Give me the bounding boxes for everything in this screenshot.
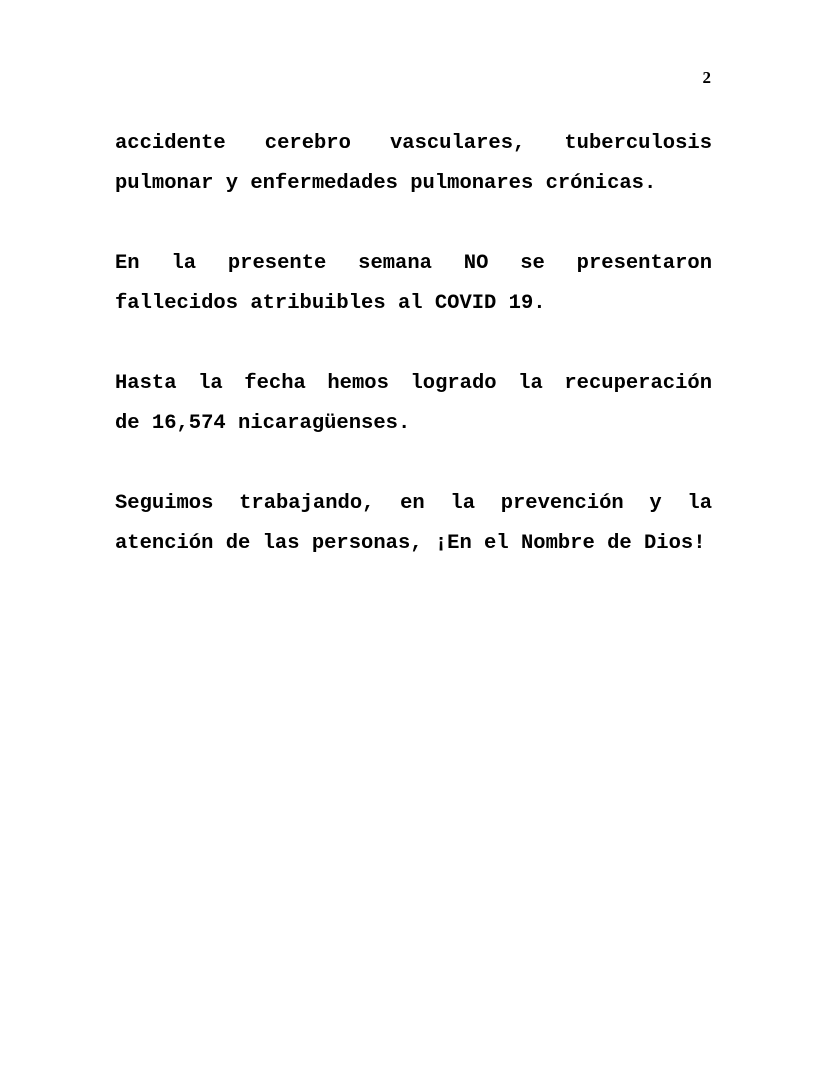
paragraph-line: En la presente semana NO se presentaron — [115, 252, 712, 275]
document-body — [115, 124, 712, 604]
page-number: 2 — [702, 68, 711, 87]
paragraph-causes — [115, 124, 712, 204]
paragraph-line: atención de las personas, ¡En el Nombre de Dios! — [115, 532, 706, 555]
paragraph-line: de 16,574 nicaragüenses. — [115, 412, 411, 435]
paragraph-deaths — [115, 244, 712, 324]
paragraph-line: Seguimos trabajando, en la prevención y la — [115, 492, 712, 515]
paragraph-line: pulmonar y enfermedades pulmonares crónicas. — [115, 172, 657, 195]
paragraph-closing — [115, 484, 712, 564]
paragraph-recoveries — [115, 364, 712, 444]
paragraph-line: fallecidos atribuibles al COVID 19. — [115, 292, 546, 315]
paragraph-line: Hasta la fecha hemos logrado la recuperación — [115, 372, 712, 395]
paragraph-line: accidente cerebro vasculares, tuberculosis — [115, 132, 712, 155]
